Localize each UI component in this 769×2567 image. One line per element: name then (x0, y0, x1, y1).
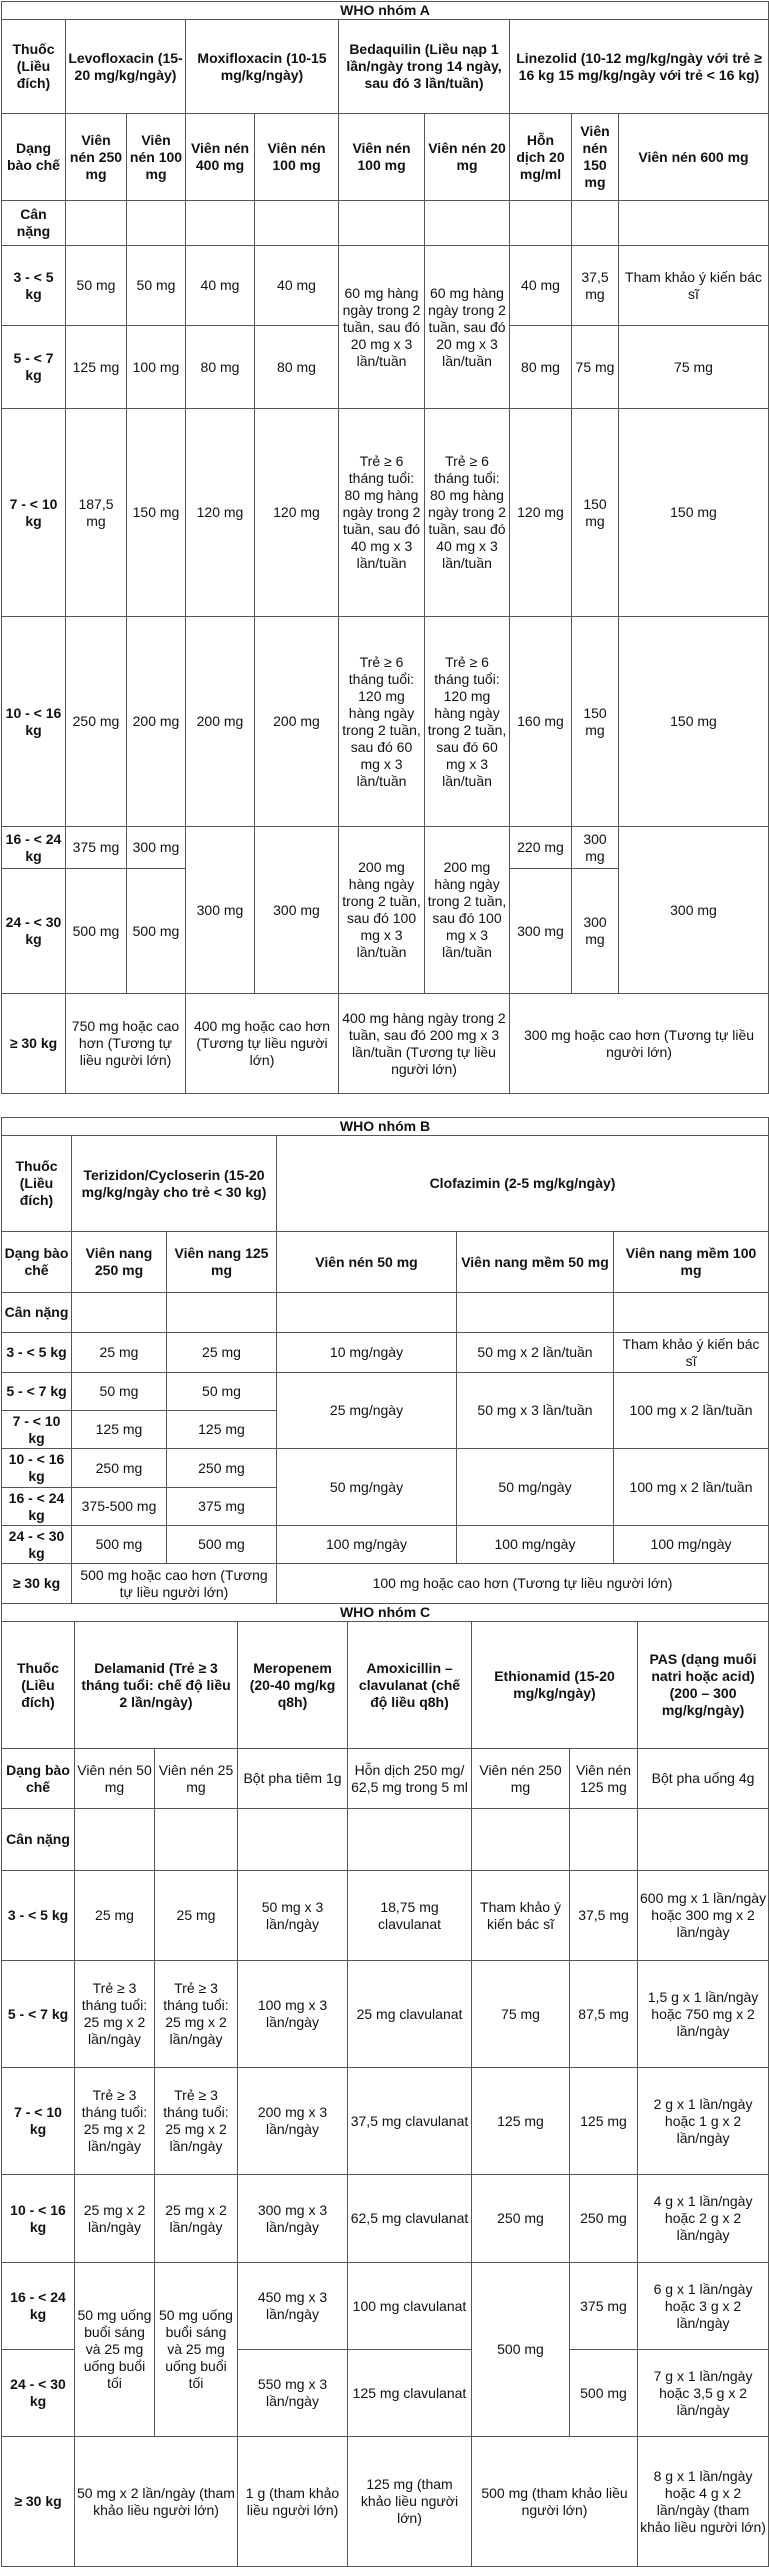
weight-header: Cân nặng (2, 201, 66, 246)
dose-cell: 50 mg x 2 lần/ngày (tham khảo liều người lớn) (75, 2437, 238, 2567)
form-clof-soft-50: Viên nang mềm 50 mg (457, 1232, 614, 1293)
drug-target-header: Thuốc (Liều đích) (2, 1622, 75, 1749)
weight-cell: ≥ 30 kg (2, 994, 66, 1094)
dose-cell: 18,75 mg clavulanat (348, 1871, 472, 1961)
dose-cell: Trẻ ≥ 3 tháng tuổi: 25 mg x 2 lần/ngày (75, 2068, 155, 2175)
dose-cell: 250 mg (66, 617, 127, 827)
dose-cell: Trẻ ≥ 3 tháng tuổi: 25 mg x 2 lần/ngày (75, 1961, 155, 2068)
weight-cell: 5 - < 7 kg (2, 1373, 72, 1411)
who-group-b-table (1, 1117, 769, 1604)
dose-cell: 60 mg hàng ngày trong 2 tuần, sau đó 20 mg x 3 lần/tuần (339, 246, 425, 409)
dose-cell: 6 g x 1 lần/ngày hoặc 3 g x 2 lần/ngày (638, 2263, 769, 2350)
form-line-susp: Hỗn dịch 20 mg/ml (510, 114, 572, 201)
dose-cell: 250 mg (570, 2175, 638, 2263)
dose-cell: 200 mg x 3 lần/ngày (238, 2068, 348, 2175)
dose-cell: 125 mg (72, 1411, 167, 1449)
dose-cell: 120 mg (186, 409, 255, 617)
dose-cell: 25 mg/ngày (277, 1373, 457, 1449)
dose-cell: 25 mg (72, 1333, 167, 1373)
weight-header: Cân nặng (2, 1809, 75, 1871)
dose-cell: 80 mg (186, 326, 255, 409)
drug-target-header: Thuốc (Liều đích) (2, 20, 66, 114)
form-clof-50: Viên nén 50 mg (277, 1232, 457, 1293)
dose-cell: 300 mg (572, 869, 619, 994)
terizidon-header: Terizidon/Cycloserin (15-20 mg/kg/ngày cho trẻ < 30 kg) (72, 1136, 277, 1232)
dose-cell: 100 mg/ngày (457, 1526, 614, 1564)
dosage-form-header: Dạng bào chế (2, 1232, 72, 1293)
dose-cell: 40 mg (255, 246, 339, 326)
dose-cell: 120 mg (510, 409, 572, 617)
weight-cell: 10 - < 16 kg (2, 1449, 72, 1488)
weight-cell: ≥ 30 kg (2, 2437, 75, 2567)
weight-cell: 16 - < 24 kg (2, 2263, 75, 2350)
dose-cell: 400 mg hoặc cao hơn (Tương tự liều người lớn) (186, 994, 339, 1094)
dose-cell: 375 mg (167, 1488, 277, 1526)
dose-cell: 40 mg (186, 246, 255, 326)
dose-cell: 400 mg hàng ngày trong 2 tuần, sau đó 200 mg x 3 lần/tuần (Tương tự liều người lớn) (339, 994, 510, 1094)
dose-cell: 500 mg (570, 2350, 638, 2437)
dosage-form-header: Dạng bào chế (2, 1749, 75, 1809)
weight-cell: 16 - < 24 kg (2, 1488, 72, 1526)
dose-cell: 375 mg (570, 2263, 638, 2350)
dose-cell: 50 mg (66, 246, 127, 326)
weight-cell: 5 - < 7 kg (2, 326, 66, 409)
dose-cell: 100 mg hoặc cao hơn (Tương tự liều người lớn) (277, 1564, 769, 1604)
dose-cell: 7 g x 1 lần/ngày hoặc 3,5 g x 2 lần/ngày (638, 2350, 769, 2437)
who-group-c-table (1, 1603, 769, 2567)
form-beda-100: Viên nén 100 mg (339, 114, 425, 201)
dose-cell: 50 mg x 3 lần/ngày (238, 1871, 348, 1961)
moxifloxacin-header: Moxifloxacin (10-15 mg/kg/ngày) (186, 20, 339, 114)
dose-cell: 500 mg hoặc cao hơn (Tương tự liều người lớn) (72, 1564, 277, 1604)
form-beda-20: Viên nén 20 mg (425, 114, 510, 201)
form-levo-250: Viên nén 250 mg (66, 114, 127, 201)
dose-cell: 500 mg (127, 869, 186, 994)
dose-cell: 450 mg x 3 lần/ngày (238, 2263, 348, 2350)
form-moxi-100: Viên nén 100 mg (255, 114, 339, 201)
weight-cell: ≥ 30 kg (2, 1564, 72, 1604)
dose-cell: 1,5 g x 1 lần/ngày hoặc 750 mg x 2 lần/ngày (638, 1961, 769, 2068)
dose-cell: 300 mg (619, 827, 769, 994)
form-mero-inj: Bột pha tiêm 1g (238, 1749, 348, 1809)
dose-cell: 600 mg x 1 lần/ngày hoặc 300 mg x 2 lần/ngày (638, 1871, 769, 1961)
dose-cell: 200 mg (186, 617, 255, 827)
dose-cell: 300 mg hoặc cao hơn (Tương tự liều người lớn) (510, 994, 769, 1094)
dose-cell: 300 mg x 3 lần/ngày (238, 2175, 348, 2263)
dose-cell: 100 mg (127, 326, 186, 409)
dose-cell: 500 mg (472, 2263, 570, 2437)
clofazimin-header: Clofazimin (2-5 mg/kg/ngày) (277, 1136, 769, 1232)
weight-cell: 3 - < 5 kg (2, 1871, 75, 1961)
linezolid-header: Linezolid (10-12 mg/kg/ngày với trẻ ≥ 16 kg 15 mg/kg/ngày với trẻ < 16 kg) (510, 20, 769, 114)
form-dela-25: Viên nén 25 mg (155, 1749, 238, 1809)
dose-cell: 60 mg hàng ngày trong 2 tuần, sau đó 20 mg x 3 lần/tuần (425, 246, 510, 409)
weight-cell: 24 - < 30 kg (2, 1526, 72, 1564)
dose-cell: 62,5 mg clavulanat (348, 2175, 472, 2263)
dose-cell: 125 mg (472, 2068, 570, 2175)
dose-cell: 300 mg (127, 827, 186, 869)
dose-cell: 375 mg (66, 827, 127, 869)
weight-cell: 3 - < 5 kg (2, 1333, 72, 1373)
dose-cell: 50 mg x 3 lần/tuần (457, 1373, 614, 1449)
dose-cell: 75 mg (619, 326, 769, 409)
dose-cell: 37,5 mg clavulanat (348, 2068, 472, 2175)
dose-cell: 50 mg/ngày (277, 1449, 457, 1526)
weight-cell: 5 - < 7 kg (2, 1961, 75, 2068)
form-clof-soft-100: Viên nang mềm 100 mg (614, 1232, 769, 1293)
dose-cell: 150 mg (127, 409, 186, 617)
group-a-title: WHO nhóm A (2, 2, 769, 20)
dose-cell: 125 mg (570, 2068, 638, 2175)
dose-cell: 10 mg/ngày (277, 1333, 457, 1373)
dose-cell: 200 mg (127, 617, 186, 827)
dose-cell: Tham khảo ý kiến bác sĩ (472, 1871, 570, 1961)
dose-cell: 750 mg hoặc cao hơn (Tương tự liều người lớn) (66, 994, 186, 1094)
dose-cell: 50 mg x 2 lần/tuần (457, 1333, 614, 1373)
dose-cell: 1 g (tham khảo liều người lớn) (238, 2437, 348, 2567)
dose-cell: 50 mg/ngày (457, 1449, 614, 1526)
dose-cell: 125 mg (tham khảo liều người lớn) (348, 2437, 472, 2567)
dose-cell: 25 mg (75, 1871, 155, 1961)
weight-cell: 16 - < 24 kg (2, 827, 66, 869)
dose-cell: 37,5 mg (572, 246, 619, 326)
weight-cell: 3 - < 5 kg (2, 246, 66, 326)
dose-cell: 37,5 mg (570, 1871, 638, 1961)
dose-cell: 4 g x 1 lần/ngày hoặc 2 g x 2 lần/ngày (638, 2175, 769, 2263)
pas-header: PAS (dạng muối natri hoặc acid) (200 – 300 mg/kg/ngày) (638, 1622, 769, 1749)
form-amox-susp: Hỗn dịch 250 mg/ 62,5 mg trong 5 ml (348, 1749, 472, 1809)
dose-cell: 75 mg (572, 326, 619, 409)
weight-cell: 24 - < 30 kg (2, 869, 66, 994)
levofloxacin-header: Levofloxacin (15-20 mg/kg/ngày) (66, 20, 186, 114)
dose-cell: 25 mg clavulanat (348, 1961, 472, 2068)
dose-cell: 550 mg x 3 lần/ngày (238, 2350, 348, 2437)
dose-cell: 150 mg (572, 409, 619, 617)
dose-cell: 500 mg (72, 1526, 167, 1564)
dose-cell: 220 mg (510, 827, 572, 869)
dose-cell: 250 mg (167, 1449, 277, 1488)
form-pas-oral: Bột pha uống 4g (638, 1749, 769, 1809)
ethionamid-header: Ethionamid (15-20 mg/kg/ngày) (472, 1622, 638, 1749)
dose-cell: Tham khảo ý kiến bác sĩ (614, 1333, 769, 1373)
dose-cell: Trẻ ≥ 3 tháng tuổi: 25 mg x 2 lần/ngày (155, 2068, 238, 2175)
dose-cell: Trẻ ≥ 6 tháng tuổi: 80 mg hàng ngày trong 2 tuần, sau đó 40 mg x 3 lần/tuần (339, 409, 425, 617)
dose-cell: 100 mg/ngày (614, 1526, 769, 1564)
dose-cell: 25 mg (167, 1333, 277, 1373)
dose-cell: 500 mg (66, 869, 127, 994)
dose-cell: 100 mg clavulanat (348, 2263, 472, 2350)
dose-cell: 120 mg (255, 409, 339, 617)
weight-cell: 7 - < 10 kg (2, 2068, 75, 2175)
weight-header: Cân nặng (2, 1293, 72, 1333)
delamanid-header: Delamanid (Trẻ ≥ 3 tháng tuổi: chế độ liều 2 lần/ngày) (75, 1622, 238, 1749)
dosage-form-header: Dạng bào chế (2, 114, 66, 201)
dose-cell: 375-500 mg (72, 1488, 167, 1526)
dose-cell: Trẻ ≥ 6 tháng tuổi: 120 mg hàng ngày trong 2 tuần, sau đó 60 mg x 3 lần/tuần (339, 617, 425, 827)
dose-cell: 150 mg (619, 617, 769, 827)
dose-cell: 200 mg (255, 617, 339, 827)
amoxicillin-header: Amoxicillin – clavulanat (chế độ liều q8h) (348, 1622, 472, 1749)
dose-cell: 250 mg (72, 1449, 167, 1488)
dose-cell: 50 mg uống buổi sáng và 25 mg uống buổi tối (155, 2263, 238, 2437)
dose-cell: 50 mg (167, 1373, 277, 1411)
dose-cell: 500 mg (tham khảo liều người lớn) (472, 2437, 638, 2567)
dose-cell: 200 mg hàng ngày trong 2 tuần, sau đó 100 mg x 3 lần/tuần (425, 827, 510, 994)
form-eth-250: Viên nén 250 mg (472, 1749, 570, 1809)
dose-cell: 500 mg (167, 1526, 277, 1564)
dose-cell: 300 mg (186, 827, 255, 994)
dose-cell: 187,5 mg (66, 409, 127, 617)
dose-cell: 300 mg (572, 827, 619, 869)
dose-cell: 25 mg x 2 lần/ngày (75, 2175, 155, 2263)
dose-cell: 40 mg (510, 246, 572, 326)
dose-cell: 2 g x 1 lần/ngày hoặc 1 g x 2 lần/ngày (638, 2068, 769, 2175)
dose-cell: 8 g x 1 lần/ngày hoặc 4 g x 2 lần/ngày (tham khảo liều người lớn) (638, 2437, 769, 2567)
form-terizidon-125: Viên nang 125 mg (167, 1232, 277, 1293)
weight-cell: 7 - < 10 kg (2, 1411, 72, 1449)
form-line-600: Viên nén 600 mg (619, 114, 769, 201)
dose-cell: 250 mg (472, 2175, 570, 2263)
dose-cell: 50 mg (72, 1373, 167, 1411)
dose-cell: 100 mg/ngày (277, 1526, 457, 1564)
dose-cell: 150 mg (619, 409, 769, 617)
dose-cell: 300 mg (510, 869, 572, 994)
drug-target-header: Thuốc (Liều đích) (2, 1136, 72, 1232)
weight-cell: 7 - < 10 kg (2, 409, 66, 617)
dose-cell: Trẻ ≥ 6 tháng tuổi: 120 mg hàng ngày trong 2 tuần, sau đó 60 mg x 3 lần/tuần (425, 617, 510, 827)
dose-cell: Trẻ ≥ 6 tháng tuổi: 80 mg hàng ngày trong 2 tuần, sau đó 40 mg x 3 lần/tuần (425, 409, 510, 617)
dose-cell: 100 mg x 3 lần/ngày (238, 1961, 348, 2068)
dose-cell: 50 mg (127, 246, 186, 326)
dose-cell: 150 mg (572, 617, 619, 827)
dose-cell: 125 mg (167, 1411, 277, 1449)
dose-cell: 100 mg x 2 lần/tuần (614, 1449, 769, 1526)
form-dela-50: Viên nén 50 mg (75, 1749, 155, 1809)
dose-cell: 87,5 mg (570, 1961, 638, 2068)
form-eth-125: Viên nén 125 mg (570, 1749, 638, 1809)
bedaquilin-header: Bedaquilin (Liều nạp 1 lần/ngày trong 14 ngày, sau đó 3 lần/tuần) (339, 20, 510, 114)
meropenem-header: Meropenem (20-40 mg/kg q8h) (238, 1622, 348, 1749)
form-line-150: Viên nén 150 mg (572, 114, 619, 201)
dose-cell: 75 mg (472, 1961, 570, 2068)
group-c-title: WHO nhóm C (2, 1604, 769, 1622)
dose-cell: Tham khảo ý kiến bác sĩ (619, 246, 769, 326)
weight-cell: 10 - < 16 kg (2, 2175, 75, 2263)
dose-cell: 125 mg clavulanat (348, 2350, 472, 2437)
form-moxi-400: Viên nén 400 mg (186, 114, 255, 201)
dose-cell: 125 mg (66, 326, 127, 409)
dose-cell: 80 mg (510, 326, 572, 409)
dose-cell: Trẻ ≥ 3 tháng tuổi: 25 mg x 2 lần/ngày (155, 1961, 238, 2068)
group-b-title: WHO nhóm B (2, 1118, 769, 1136)
who-group-a-table (1, 1, 769, 1094)
weight-cell: 24 - < 30 kg (2, 2350, 75, 2437)
dose-cell: 200 mg hàng ngày trong 2 tuần, sau đó 100 mg x 3 lần/tuần (339, 827, 425, 994)
dose-cell: 50 mg uống buổi sáng và 25 mg uống buổi tối (75, 2263, 155, 2437)
dose-cell: 80 mg (255, 326, 339, 409)
dose-cell: 25 mg x 2 lần/ngày (155, 2175, 238, 2263)
weight-cell: 10 - < 16 kg (2, 617, 66, 827)
dose-cell: 300 mg (255, 827, 339, 994)
dose-cell: 25 mg (155, 1871, 238, 1961)
dose-cell: 100 mg x 2 lần/tuần (614, 1373, 769, 1449)
form-levo-100: Viên nén 100 mg (127, 114, 186, 201)
form-terizidon-250: Viên nang 250 mg (72, 1232, 167, 1293)
dose-cell: 160 mg (510, 617, 572, 827)
